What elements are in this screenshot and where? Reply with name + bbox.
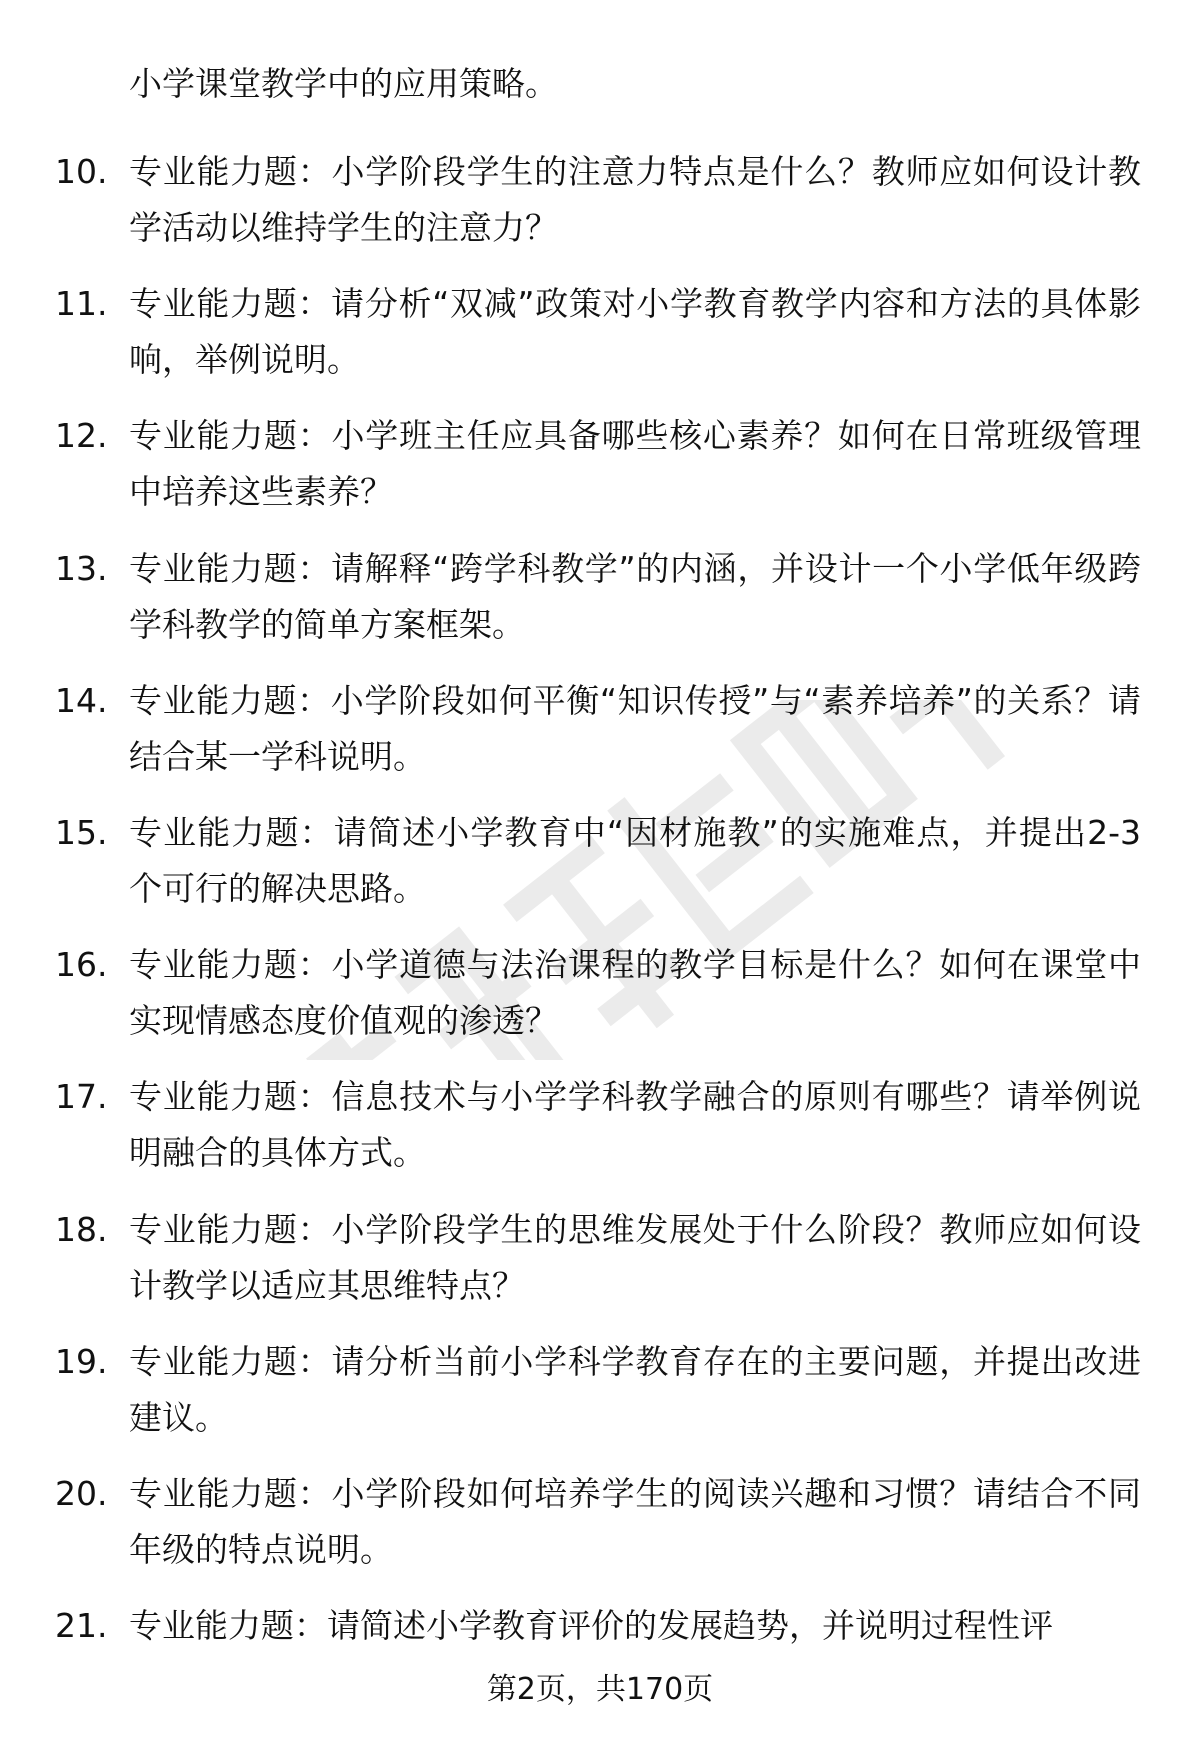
question-item [0, 408, 1200, 528]
question-number: 18. [55, 1209, 108, 1249]
question-text: 专业能力题：小学阶段学生的注意力特点是什么？教师应如何设计教学活动以维持学生的注意力？ [129, 152, 1141, 247]
question-number: 15. [55, 812, 108, 852]
question-text: 专业能力题：请简述小学教育中“因材施教”的实施难点，并提出2-3个可行的解决思路。 [129, 812, 1141, 908]
question-item [0, 937, 1200, 1057]
question-text: 专业能力题：小学班主任应具备哪些核心素养？如何在日常班级管理中培养这些素养？ [129, 416, 1141, 512]
question-item [0, 805, 1200, 925]
continued-question-text: 小学课堂教学中的应用策略。 [129, 64, 558, 103]
question-number: 19. [55, 1341, 108, 1381]
question-text: 专业能力题：请简述小学教育评价的发展趋势，并说明过程性评 [129, 1606, 1053, 1646]
question-item [0, 673, 1200, 793]
question-number: 10. [55, 152, 108, 191]
question-number: 21. [55, 1606, 108, 1646]
question-number: 20. [55, 1473, 108, 1513]
question-number: 11. [55, 284, 108, 324]
question-text: 专业能力题：小学阶段如何培养学生的阅读兴趣和习惯？请结合不同年级的特点说明。 [129, 1473, 1141, 1569]
question-item [0, 1202, 1200, 1322]
question-number: 16. [55, 945, 108, 985]
question-item [0, 541, 1200, 661]
question-text: 专业能力题：小学道德与法治课程的教学目标是什么？如何在课堂中实现情感态度价值观的渗透？ [129, 945, 1141, 1041]
question-text: 专业能力题：小学阶段学生的思维发展处于什么阶段？教师应如何设计教学以适应其思维特点？ [129, 1209, 1141, 1305]
question-number: 12. [55, 416, 108, 456]
question-text: 专业能力题：小学阶段如何平衡“知识传授”与“素养培养”的关系？请结合某一学科说明。 [129, 680, 1141, 776]
question-number: 13. [55, 548, 108, 588]
question-text: 专业能力题：请解释“跨学科教学”的内涵，并设计一个小学低年级跨学科教学的简单方案框架。 [129, 548, 1141, 644]
question-item [0, 1466, 1200, 1586]
question-item [0, 1069, 1200, 1189]
page-footer: 第2页，共170页 [486, 1672, 714, 1707]
question-item [0, 276, 1200, 396]
question-item [0, 144, 1200, 264]
question-text: 专业能力题：请分析“双减”政策对小学教育教学内容和方法的具体影响，举例说明。 [129, 284, 1141, 380]
question-number: 17. [55, 1077, 108, 1117]
question-list [0, 144, 1200, 1730]
question-number: 14. [55, 680, 108, 720]
question-text: 专业能力题：请分析当前小学科学教育存在的主要问题，并提出改进建议。 [129, 1341, 1141, 1437]
question-text: 专业能力题：信息技术与小学学科教学融合的原则有哪些？请举例说明融合的具体方式。 [129, 1077, 1141, 1173]
question-item [0, 1334, 1200, 1454]
